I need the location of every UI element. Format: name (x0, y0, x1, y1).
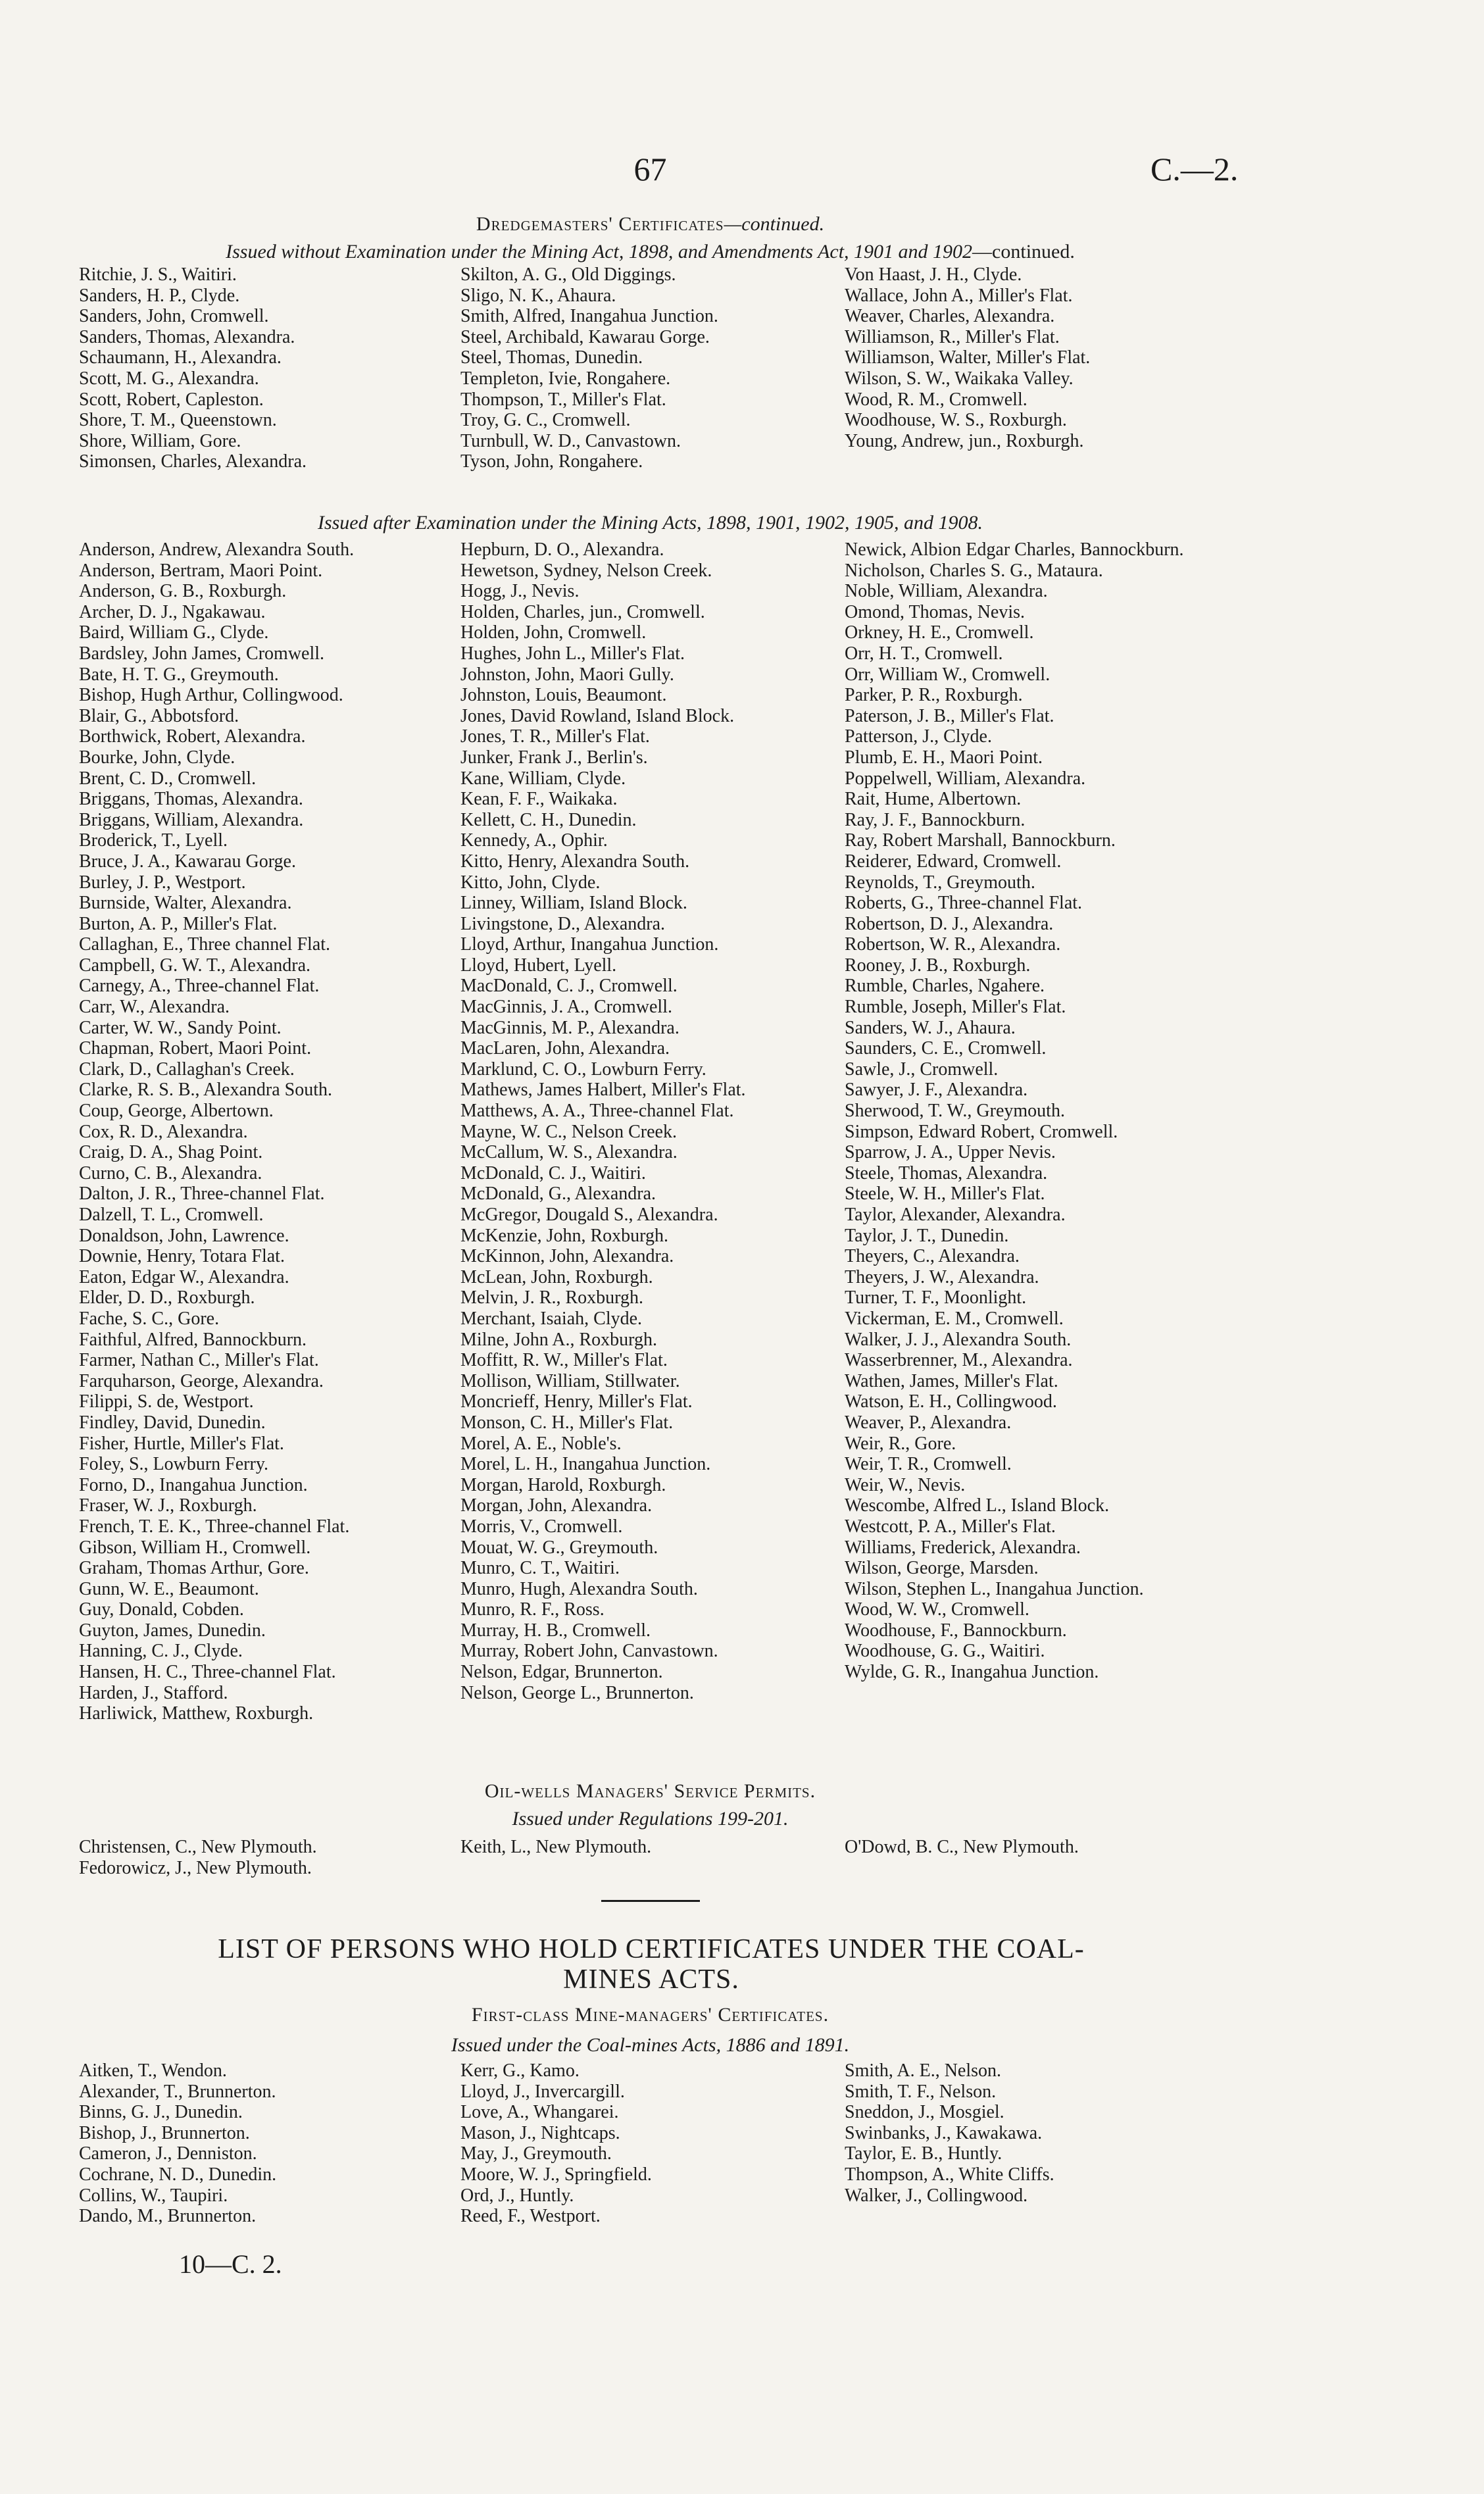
list-entry: Holden, John, Cromwell. (460, 622, 647, 643)
list-entry: Sneddon, J., Mosgiel. (845, 2102, 1004, 2123)
dredge-after-exam-col-3 (845, 539, 1239, 1683)
list-entry: Munro, R. F., Ross. (460, 1599, 605, 1620)
list-entry: Dalzell, T. L., Cromwell. (79, 1205, 264, 1225)
list-entry: Steel, Thomas, Dunedin. (460, 347, 643, 368)
list-entry: Rooney, J. B., Roxburgh. (845, 955, 1031, 976)
list-entry: Ray, Robert Marshall, Bannockburn. (845, 830, 1116, 851)
list-entry: Wathen, James, Miller's Flat. (845, 1370, 1058, 1391)
list-entry: Gunn, W. E., Beaumont. (79, 1578, 259, 1599)
list-entry: Kennedy, A., Ophir. (460, 830, 608, 851)
list-entry: Johnston, John, Maori Gully. (460, 664, 674, 685)
list-entry: Sanders, W. J., Ahaura. (845, 1017, 1016, 1038)
list-entry: Melvin, J. R., Roxburgh. (460, 1287, 643, 1309)
list-entry: Theyers, C., Alexandra. (845, 1246, 1020, 1267)
list-entry: Shore, William, Gore. (79, 430, 241, 451)
page-number: 67 (633, 151, 667, 187)
list-entry: Reed, F., Westport. (460, 2206, 601, 2227)
list-entry: Weir, W., Nevis. (845, 1474, 966, 1495)
list-entry: Sanders, John, Cromwell. (79, 306, 269, 327)
list-entry: Wood, W. W., Cromwell. (845, 1599, 1029, 1620)
list-entry: Westcott, P. A., Miller's Flat. (845, 1516, 1056, 1537)
oil-wells-col-3 (845, 1837, 1239, 1858)
list-entry: Sherwood, T. W., Greymouth. (845, 1101, 1065, 1122)
oil-wells-col-1 (79, 1837, 474, 1878)
list-entry: Clarke, R. S. B., Alexandra South. (79, 1080, 332, 1101)
list-entry: Brent, C. D., Cromwell. (79, 768, 257, 789)
list-entry: Robertson, D. J., Alexandra. (845, 913, 1054, 934)
list-entry: Williamson, R., Miller's Flat. (845, 326, 1060, 347)
list-entry: Weaver, Charles, Alexandra. (845, 306, 1055, 327)
list-entry: Kitto, John, Clyde. (460, 872, 601, 893)
list-entry: Sawyer, J. F., Alexandra. (845, 1080, 1028, 1101)
list-entry: Munro, Hugh, Alexandra South. (460, 1578, 698, 1599)
list-entry: Cochrane, N. D., Dunedin. (79, 2164, 277, 2185)
list-entry: Von Haast, J. H., Clyde. (845, 264, 1022, 285)
dredge-without-exam-col-2 (460, 264, 855, 472)
list-entry: Archer, D. J., Ngakawau. (79, 601, 266, 622)
list-entry: Clark, D., Callaghan's Creek. (79, 1059, 295, 1080)
oil-wells-col-2 (460, 1837, 855, 1858)
list-entry: Morris, V., Cromwell. (460, 1516, 623, 1537)
list-entry: Theyers, J. W., Alexandra. (845, 1266, 1039, 1287)
list-entry: Swinbanks, J., Kawakawa. (845, 2122, 1043, 2143)
coal-col-3 (845, 2060, 1239, 2206)
list-entry: Williams, Frederick, Alexandra. (845, 1537, 1081, 1558)
list-entry: Steele, Thomas, Alexandra. (845, 1162, 1048, 1184)
coal-col-1 (79, 2060, 474, 2227)
list-entry: Simonsen, Charles, Alexandra. (79, 451, 307, 472)
list-entry: Chapman, Robert, Maori Point. (79, 1038, 312, 1059)
list-entry: Simpson, Edward Robert, Cromwell. (845, 1121, 1118, 1142)
first-class-heading: First-class Mine-managers' Certificates. (471, 2004, 829, 2026)
list-entry: Matthews, A. A., Three-channel Flat. (460, 1101, 734, 1122)
list-entry: Guyton, James, Dunedin. (79, 1620, 266, 1641)
list-entry: Bourke, John, Clyde. (79, 747, 235, 768)
list-entry: Carnegy, A., Three-channel Flat. (79, 976, 320, 997)
list-entry: Murray, H. B., Cromwell. (460, 1620, 651, 1641)
list-entry: Weaver, P., Alexandra. (845, 1412, 1012, 1433)
list-entry: Dalton, J. R., Three-channel Flat. (79, 1184, 325, 1205)
list-entry: Mathews, James Halbert, Miller's Flat. (460, 1080, 746, 1101)
list-entry: Moffitt, R. W., Miller's Flat. (460, 1350, 668, 1371)
list-entry: Harliwick, Matthew, Roxburgh. (79, 1703, 314, 1724)
list-entry: Kean, F. F., Waikaka. (460, 789, 618, 810)
list-entry: Saunders, C. E., Cromwell. (845, 1038, 1047, 1059)
list-entry: Junker, Frank J., Berlin's. (460, 747, 648, 768)
list-entry: Tyson, John, Rongahere. (460, 451, 643, 472)
list-entry: Wilson, S. W., Waikaka Valley. (845, 368, 1074, 389)
list-entry: Lloyd, Hubert, Lyell. (460, 955, 617, 976)
list-entry: Merchant, Isaiah, Clyde. (460, 1308, 643, 1329)
list-entry: Campbell, G. W. T., Alexandra. (79, 955, 311, 976)
list-entry: French, T. E. K., Three-channel Flat. (79, 1516, 350, 1537)
list-entry: Watson, E. H., Collingwood. (845, 1391, 1057, 1412)
list-entry: Kerr, G., Kamo. (460, 2060, 580, 2081)
list-entry: Sawle, J., Cromwell. (845, 1059, 999, 1080)
list-entry: Baird, William G., Clyde. (79, 622, 269, 643)
list-entry: Thompson, A., White Cliffs. (845, 2164, 1054, 2185)
list-entry: May, J., Greymouth. (460, 2143, 612, 2164)
list-entry: Monson, C. H., Miller's Flat. (460, 1412, 674, 1433)
list-entry: Wasserbrenner, M., Alexandra. (845, 1350, 1073, 1371)
dredge-without-exam-col-1 (79, 264, 474, 472)
list-entry: Morgan, John, Alexandra. (460, 1495, 653, 1516)
list-entry: Curno, C. B., Alexandra. (79, 1162, 262, 1184)
list-entry: MacLaren, John, Alexandra. (460, 1038, 670, 1059)
list-entry: Borthwick, Robert, Alexandra. (79, 726, 306, 747)
list-entry: Dando, M., Brunnerton. (79, 2206, 257, 2227)
list-entry: Carr, W., Alexandra. (79, 997, 230, 1018)
list-entry: Aitken, T., Wendon. (79, 2060, 227, 2081)
list-entry: Cameron, J., Denniston. (79, 2143, 257, 2164)
list-entry: Fraser, W. J., Roxburgh. (79, 1495, 257, 1516)
list-entry: Patterson, J., Clyde. (845, 726, 992, 747)
list-entry: Anderson, Bertram, Maori Point. (79, 560, 323, 581)
dredge-after-exam-col-2 (460, 539, 855, 1703)
list-entry: Taylor, E. B., Huntly. (845, 2143, 1002, 2164)
list-entry: Foley, S., Lowburn Ferry. (79, 1454, 269, 1475)
list-entry: Sparrow, J. A., Upper Nevis. (845, 1142, 1056, 1163)
list-entry: Bate, H. T. G., Greymouth. (79, 664, 279, 685)
dredge-after-exam-col-1 (79, 539, 474, 1724)
list-entry: Young, Andrew, jun., Roxburgh. (845, 430, 1084, 451)
list-entry: Cox, R. D., Alexandra. (79, 1121, 248, 1142)
list-entry: Omond, Thomas, Nevis. (845, 601, 1026, 622)
list-entry: Reiderer, Edward, Cromwell. (845, 851, 1062, 872)
list-entry: Blair, G., Abbotsford. (79, 705, 239, 726)
list-entry: Alexander, T., Brunnerton. (79, 2081, 276, 2102)
list-entry: Gibson, William H., Cromwell. (79, 1537, 311, 1558)
list-entry: Bardsley, John James, Cromwell. (79, 643, 325, 664)
list-entry: Mouat, W. G., Greymouth. (460, 1537, 658, 1558)
list-entry: Wood, R. M., Cromwell. (845, 389, 1027, 410)
list-entry: Binns, G. J., Dunedin. (79, 2102, 243, 2123)
list-entry: Schaumann, H., Alexandra. (79, 347, 282, 368)
list-entry: Scott, Robert, Capleston. (79, 389, 264, 410)
list-entry: Anderson, Andrew, Alexandra South. (79, 539, 355, 560)
list-entry: Templeton, Ivie, Rongahere. (460, 368, 671, 389)
list-entry: Coup, George, Albertown. (79, 1101, 274, 1122)
list-entry: Harden, J., Stafford. (79, 1682, 228, 1703)
list-entry: Nelson, George L., Brunnerton. (460, 1682, 694, 1703)
list-entry: Williamson, Walter, Miller's Flat. (845, 347, 1091, 368)
list-entry: Orr, H. T., Cromwell. (845, 643, 1003, 664)
list-entry: Anderson, G. B., Roxburgh. (79, 581, 287, 602)
list-entry: Briggans, Thomas, Alexandra. (79, 789, 303, 810)
list-entry: Guy, Donald, Cobden. (79, 1599, 244, 1620)
list-entry: Kitto, Henry, Alexandra South. (460, 851, 690, 872)
list-entry: Moncrieff, Henry, Miller's Flat. (460, 1391, 693, 1412)
list-entry: Walker, J., Collingwood. (845, 2185, 1028, 2206)
dredgemasters-heading: Dredgemasters' Certificates—continued. (476, 213, 825, 235)
list-entry: Newick, Albion Edgar Charles, Bannockburn. (845, 539, 1184, 560)
list-entry: Steel, Archibald, Kawarau Gorge. (460, 326, 710, 347)
list-entry: Keith, L., New Plymouth. (460, 1837, 652, 1857)
list-entry: Sligo, N. K., Ahaura. (460, 285, 616, 306)
list-entry: Linney, William, Island Block. (460, 893, 687, 914)
list-entry: Reynolds, T., Greymouth. (845, 872, 1035, 893)
list-entry: Plumb, E. H., Maori Point. (845, 747, 1043, 768)
list-entry: Roberts, G., Three-channel Flat. (845, 893, 1083, 914)
list-entry: Christensen, C., New Plymouth. (79, 1837, 317, 1857)
list-entry: McCallum, W. S., Alexandra. (460, 1142, 678, 1163)
list-entry: Ritchie, J. S., Waitiri. (79, 264, 237, 285)
list-entry: Graham, Thomas Arthur, Gore. (79, 1558, 309, 1579)
list-entry: Woodhouse, F., Bannockburn. (845, 1620, 1067, 1641)
list-entry: Turnbull, W. D., Canvastown. (460, 430, 681, 451)
list-entry: Smith, A. E., Nelson. (845, 2060, 1002, 2081)
list-entry: O'Dowd, B. C., New Plymouth. (845, 1837, 1079, 1857)
list-entry: Filippi, S. de, Westport. (79, 1391, 254, 1412)
coal-mines-title: LIST OF PERSONS WHO HOLD CERTIFICATES UNDER THE COAL- MINES ACTS. (218, 1934, 1085, 1995)
list-entry: Weir, T. R., Cromwell. (845, 1454, 1012, 1475)
list-entry: Wilson, George, Marsden. (845, 1558, 1039, 1579)
list-entry: Poppelwell, William, Alexandra. (845, 768, 1086, 789)
list-entry: Lloyd, J., Invercargill. (460, 2081, 625, 2102)
oil-wells-heading: Oil-wells Managers' Service Permits. (484, 1780, 816, 1802)
list-entry: Morel, L. H., Inangahua Junction. (460, 1454, 711, 1475)
list-entry: Johnston, Louis, Beaumont. (460, 685, 667, 706)
list-entry: Marklund, C. O., Lowburn Ferry. (460, 1059, 706, 1080)
list-entry: Burley, J. P., Westport. (79, 872, 246, 893)
list-entry: Scott, M. G., Alexandra. (79, 368, 259, 389)
list-entry: Burnside, Walter, Alexandra. (79, 893, 292, 914)
list-entry: Collins, W., Taupiri. (79, 2185, 228, 2206)
list-entry: Turner, T. F., Moonlight. (845, 1287, 1027, 1309)
list-entry: Shore, T. M., Queenstown. (79, 410, 277, 431)
list-entry: MacDonald, C. J., Cromwell. (460, 976, 678, 997)
section-divider (601, 1900, 700, 1902)
list-entry: Hogg, J., Nevis. (460, 581, 580, 602)
list-entry: Hepburn, D. O., Alexandra. (460, 539, 664, 560)
list-entry: McGregor, Dougald S., Alexandra. (460, 1205, 718, 1225)
list-entry: Love, A., Whangarei. (460, 2102, 619, 2123)
list-entry: McLean, John, Roxburgh. (460, 1266, 653, 1287)
list-entry: Milne, John A., Roxburgh. (460, 1329, 657, 1350)
list-entry: Faithful, Alfred, Bannockburn. (79, 1329, 307, 1350)
list-entry: Bishop, J., Brunnerton. (79, 2122, 250, 2143)
coal-col-2 (460, 2060, 855, 2227)
list-entry: Kellett, C. H., Dunedin. (460, 809, 637, 830)
list-entry: Mayne, W. C., Nelson Creek. (460, 1121, 677, 1142)
list-entry: Fisher, Hurtle, Miller's Flat. (79, 1433, 284, 1454)
list-entry: Bruce, J. A., Kawarau Gorge. (79, 851, 296, 872)
list-entry: Hanning, C. J., Clyde. (79, 1641, 243, 1662)
list-entry: Holden, Charles, jun., Cromwell. (460, 601, 705, 622)
list-entry: Sanders, Thomas, Alexandra. (79, 326, 295, 347)
list-entry: Vickerman, E. M., Cromwell. (845, 1308, 1064, 1329)
list-entry: Steele, W. H., Miller's Flat. (845, 1184, 1045, 1205)
list-entry: Wilson, Stephen L., Inangahua Junction. (845, 1578, 1144, 1599)
list-entry: Hansen, H. C., Three-channel Flat. (79, 1662, 336, 1683)
list-entry: Woodhouse, W. S., Roxburgh. (845, 410, 1067, 431)
oil-wells-subheading: Issued under Regulations 199-201. (512, 1808, 789, 1830)
list-entry: Wallace, John A., Miller's Flat. (845, 285, 1073, 306)
list-entry: McDonald, C. J., Waitiri. (460, 1162, 646, 1184)
list-entry: McDonald, G., Alexandra. (460, 1184, 656, 1205)
list-entry: Morgan, Harold, Roxburgh. (460, 1474, 666, 1495)
list-entry: Orr, William W., Cromwell. (845, 664, 1051, 685)
list-entry: Bishop, Hugh Arthur, Collingwood. (79, 685, 343, 706)
list-entry: Lloyd, Arthur, Inangahua Junction. (460, 934, 719, 955)
list-entry: Eaton, Edgar W., Alexandra. (79, 1266, 289, 1287)
list-entry: Callaghan, E., Three channel Flat. (79, 934, 331, 955)
list-entry: Rumble, Joseph, Miller's Flat. (845, 997, 1066, 1018)
list-entry: Woodhouse, G. G., Waitiri. (845, 1641, 1045, 1662)
list-entry: Broderick, T., Lyell. (79, 830, 228, 851)
list-entry: Nelson, Edgar, Brunnerton. (460, 1662, 663, 1683)
list-entry: Livingstone, D., Alexandra. (460, 913, 666, 934)
list-entry: Taylor, J. T., Dunedin. (845, 1225, 1009, 1246)
list-entry: Taylor, Alexander, Alexandra. (845, 1205, 1066, 1225)
list-entry: Ray, J. F., Bannockburn. (845, 809, 1026, 830)
list-entry: Findley, David, Dunedin. (79, 1412, 266, 1433)
list-entry: Parker, P. R., Roxburgh. (845, 685, 1023, 706)
list-entry: Forno, D., Inangahua Junction. (79, 1474, 308, 1495)
list-entry: Downie, Henry, Totara Flat. (79, 1246, 285, 1267)
list-entry: Smith, Alfred, Inangahua Junction. (460, 306, 718, 327)
list-entry: Jones, T. R., Miller's Flat. (460, 726, 650, 747)
list-entry: Paterson, J. B., Miller's Flat. (845, 705, 1054, 726)
list-entry: Skilton, A. G., Old Diggings. (460, 264, 676, 285)
list-entry: Mollison, William, Stillwater. (460, 1370, 680, 1391)
list-entry: Carter, W. W., Sandy Point. (79, 1017, 282, 1038)
list-entry: Walker, J. J., Alexandra South. (845, 1329, 1072, 1350)
list-entry: Elder, D. D., Roxburgh. (79, 1287, 255, 1309)
dredge-subheading-without-exam: Issued without Examination under the Mining Act, 1898, and Amendments Act, 1901 and 1902—continued. (226, 241, 1075, 262)
list-entry: Farmer, Nathan C., Miller's Flat. (79, 1350, 319, 1371)
list-entry: Wylde, G. R., Inangahua Junction. (845, 1662, 1099, 1683)
list-entry: Rait, Hume, Albertown. (845, 789, 1022, 810)
list-entry: Kane, William, Clyde. (460, 768, 626, 789)
list-entry: Weir, R., Gore. (845, 1433, 956, 1454)
list-entry: Hewetson, Sydney, Nelson Creek. (460, 560, 712, 581)
list-entry: Murray, Robert John, Canvastown. (460, 1641, 718, 1662)
dredge-without-exam-col-3 (845, 264, 1239, 451)
list-entry: McKenzie, John, Roxburgh. (460, 1225, 668, 1246)
list-entry: Morel, A. E., Noble's. (460, 1433, 622, 1454)
list-entry: Munro, C. T., Waitiri. (460, 1558, 620, 1579)
list-entry: Fedorowicz, J., New Plymouth. (79, 1857, 312, 1878)
list-entry: Burton, A. P., Miller's Flat. (79, 913, 278, 934)
list-entry: Donaldson, John, Lawrence. (79, 1225, 289, 1246)
footer-code: 10—C. 2. (179, 2249, 282, 2279)
list-entry: Fache, S. C., Gore. (79, 1308, 220, 1329)
list-entry: Thompson, T., Miller's Flat. (460, 389, 666, 410)
list-entry: Craig, D. A., Shag Point. (79, 1142, 263, 1163)
list-entry: Briggans, William, Alexandra. (79, 809, 304, 830)
list-entry: Jones, David Rowland, Island Block. (460, 705, 735, 726)
list-entry: Hughes, John L., Miller's Flat. (460, 643, 685, 664)
list-entry: MacGinnis, J. A., Cromwell. (460, 997, 672, 1018)
list-entry: Orkney, H. E., Cromwell. (845, 622, 1034, 643)
list-entry: Robertson, W. R., Alexandra. (845, 934, 1061, 955)
list-entry: Nicholson, Charles S. G., Mataura. (845, 560, 1103, 581)
coal-subheading: Issued under the Coal-mines Acts, 1886 and 1891. (451, 2034, 850, 2056)
list-entry: Smith, T. F., Nelson. (845, 2081, 997, 2102)
list-entry: Wescombe, Alfred L., Island Block. (845, 1495, 1110, 1516)
list-entry: Sanders, H. P., Clyde. (79, 285, 240, 306)
dredge-subheading-after-exam: Issued after Examination under the Mining Acts, 1898, 1901, 1902, 1905, and 1908. (317, 512, 983, 534)
document-code: C.—2. (1150, 151, 1239, 187)
list-entry: Noble, William, Alexandra. (845, 581, 1048, 602)
list-entry: Troy, G. C., Cromwell. (460, 410, 631, 431)
list-entry: Farquharson, George, Alexandra. (79, 1370, 324, 1391)
list-entry: Moore, W. J., Springfield. (460, 2164, 652, 2185)
list-entry: Rumble, Charles, Ngahere. (845, 976, 1045, 997)
list-entry: Ord, J., Huntly. (460, 2185, 574, 2206)
list-entry: MacGinnis, M. P., Alexandra. (460, 1017, 680, 1038)
list-entry: McKinnon, John, Alexandra. (460, 1246, 674, 1267)
list-entry: Mason, J., Nightcaps. (460, 2122, 620, 2143)
